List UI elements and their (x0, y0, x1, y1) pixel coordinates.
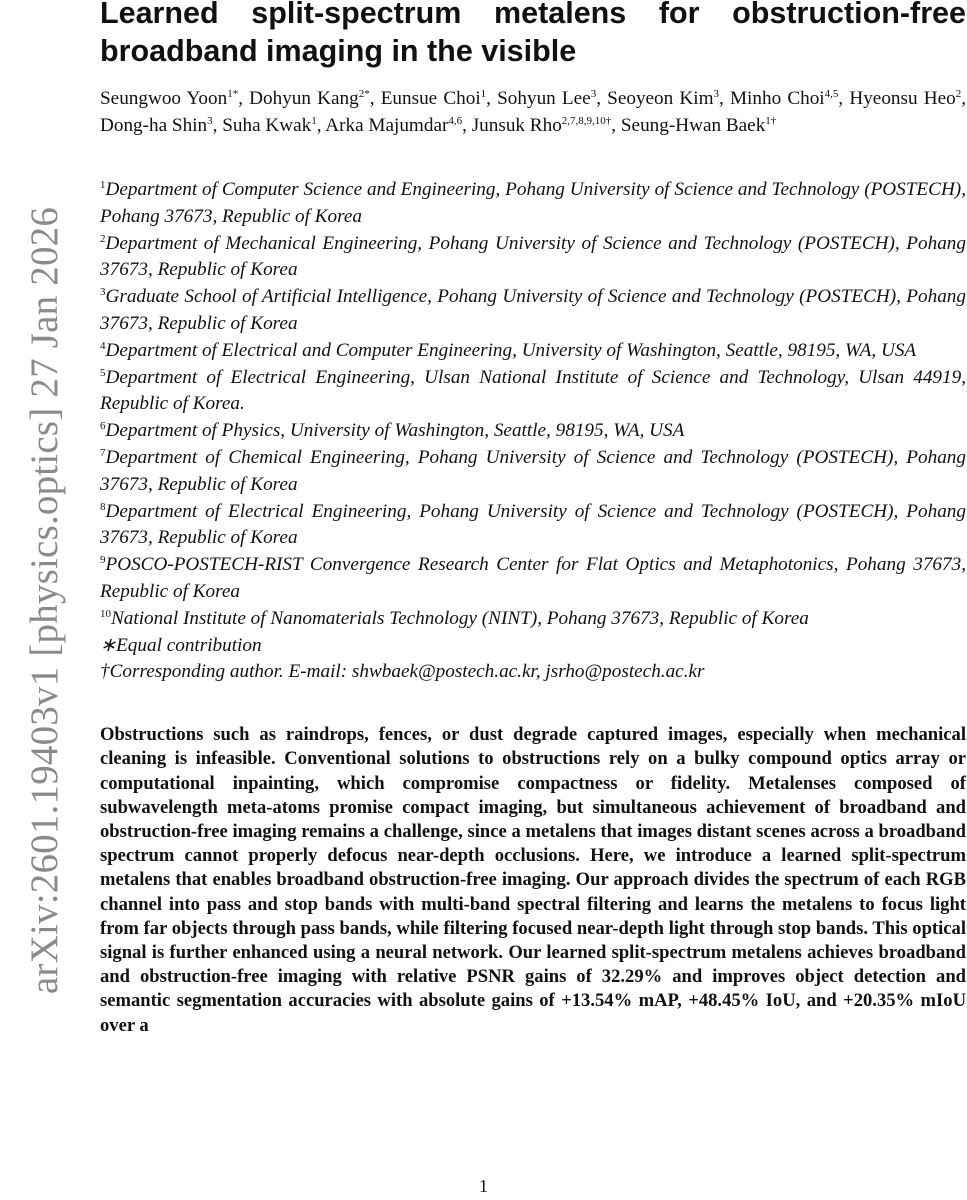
author-affiliation-mark: 2* (358, 88, 370, 100)
affiliation-item (100, 177, 966, 231)
affiliation-number: 1 (100, 179, 106, 191)
affiliation-item (100, 338, 966, 365)
author-affiliation-mark: 1† (765, 114, 777, 127)
paper-page (100, 0, 966, 1038)
author-name: Dong-ha Shin (100, 114, 208, 136)
affiliation-text: Department of Electrical and Computer Engineering, University of Washington, Seattle, 98195, WA, USA (105, 339, 917, 361)
author-affiliation-mark: 1* (227, 88, 239, 100)
affiliation-number: 2 (100, 232, 106, 245)
affiliation-text: Department of Computer Science and Engineering, Pohang University of Science and Technology (POSTECH), Pohang 37673, Republic of Korea (100, 179, 966, 227)
affiliation-item (100, 499, 966, 553)
affiliation-item (100, 365, 966, 419)
affiliation-item (100, 231, 966, 285)
affiliation-number: 9 (100, 554, 106, 567)
page-number: 1 (479, 1176, 488, 1196)
author-affiliation-mark: 2 (955, 88, 962, 100)
arxiv-sidebar (0, 0, 90, 1200)
affiliation-item (100, 606, 966, 633)
affiliation-text: Department of Physics, University of Washington, Seattle, 98195, WA, USA (105, 420, 685, 442)
affiliation-number: 4 (100, 339, 106, 352)
author-affiliation-mark: 1 (480, 88, 487, 100)
abstract: Obstructions such as raindrops, fences, or dust degrade captured images, especially when mechanical cleaning is infeasible. Conventional solutions to obstructions rely on a bulky compound optics array or computational inpainting, which compromise compactness or fidelity. Metalenses composed of subwavelength meta-atoms promise compact imaging, but simultaneous achievement of broadband and obstruction-free imaging remains a challenge, since a metalens that images distant scenes across a broadband spectrum cannot properly defocus near-depth occlusions. Here, we introduce a learned split-spectrum metalens that enables broadband obstruction-free imaging. Our approach divides the spectrum of each RGB channel into pass and stop bands with multi-band spectral filtering and learns the metalens to focus light from far objects through pass bands, while filtering focused near-depth light through stop bands. This optical signal is further enhanced using a neural network. Our learned split-spectrum metalens achieves broadband and obstruction-free imaging with relative PSNR gains of 32.29% and improves object detection and semantic segmentation accuracies with absolute gains of +13.54% mAP, +48.45% IoU, and +20.35% mIoU over a (100, 724, 966, 1036)
author-name: Seung-Hwan Baek (620, 114, 766, 136)
affiliation-number: 7 (100, 446, 106, 459)
author-name: Seoyeon Kim (607, 88, 714, 109)
author-name: Suha Kwak (222, 114, 312, 136)
author-affiliation-mark: 3 (207, 114, 213, 127)
affiliation-item (100, 552, 966, 606)
affiliation-number: 6 (100, 420, 106, 433)
author-affiliation-mark: 1 (311, 114, 317, 127)
paper-title: Learned split-spectrum metalens for obstruction-free broadband imaging in the visible (100, 0, 966, 68)
affiliation-text: National Institute of Nanomaterials Technology (NINT), Pohang 37673, Republic of Korea (111, 607, 809, 629)
affiliation-text: POSCO-POSTECH-RIST Convergence Research Center for Flat Optics and Metaphotonics, Pohang 37673, Republic of Korea (100, 554, 966, 602)
affiliation-number: 3 (100, 286, 106, 299)
corresponding-author-note: †Corresponding author. E-mail: shwbaek@postech.ac.kr, jsrho@postech.ac.kr (100, 661, 705, 683)
affiliation-item (100, 445, 966, 499)
author-affiliation-mark: 4,6 (448, 114, 463, 127)
author-list: Seungwoo Yoon$^{1*}$, Dohyun Kang$^{2*}$, Eunsue Choi$^1$, Sohyun Lee$^3$, Seoyeon Kim$^3$, Minho Choi$^{4,5}$, Hyeonsu Heo$^2$, Dong-ha Shin$^3$, Suha Kwak$^1$, Arka Majumdar$^{4,6}$, Junsuk Rho$^{2,7,8,9,10\dagger}$, Seung-Hwan Baek$^{1\dagger}$ (100, 88, 967, 136)
author-name: Arka Majumdar (325, 114, 449, 136)
affiliation-text: Department of Chemical Engineering, Pohang University of Science and Technology (POSTECH), Pohang 37673, Republic of Korea (100, 446, 966, 495)
author-name: Sohyun Lee (497, 88, 591, 109)
author-affiliation-mark: 2,7,8,9,10† (561, 114, 612, 127)
affiliation-text: Graduate School of Artificial Intelligence, Pohang University of Science and Technology (POSTECH), Pohang 37673, Republic of Korea (100, 286, 966, 334)
equal-contribution-note: ∗Equal contribution (100, 634, 262, 656)
author-name: Seungwoo Yoon (100, 88, 228, 109)
affiliation-number: 8 (100, 500, 106, 513)
affiliation-item (100, 284, 966, 338)
affiliation-item (100, 418, 966, 445)
affiliation-list (100, 177, 966, 686)
arxiv-identifier: arXiv:2601.19403v1 [physics.optics] 27 Jan 2026 (23, 206, 67, 994)
author-name: Dohyun Kang (249, 88, 359, 109)
author-affiliation-mark: 3 (590, 88, 597, 100)
author-name: Minho Choi (729, 88, 825, 109)
author-affiliation-mark: 3 (713, 88, 720, 100)
affiliation-number: 10 (100, 607, 111, 620)
author-name: Hyeonsu Heo (849, 88, 956, 109)
affiliation-text: Department of Mechanical Engineering, Pohang University of Science and Technology (POSTECH), Pohang 37673, Republic of Korea (100, 232, 966, 281)
author-affiliation-mark: 4,5 (824, 88, 839, 100)
affiliation-text: Department of Electrical Engineering, Ulsan National Institute of Science and Technology, Ulsan 44919, Republic of Korea. (100, 366, 966, 415)
affiliation-text: Department of Electrical Engineering, Pohang University of Science and Technology (POSTECH), Pohang 37673, Republic of Korea (100, 500, 966, 549)
affiliation-number: 5 (100, 366, 106, 379)
author-name: Eunsue Choi (380, 88, 481, 109)
author-name: Junsuk Rho (471, 114, 562, 136)
